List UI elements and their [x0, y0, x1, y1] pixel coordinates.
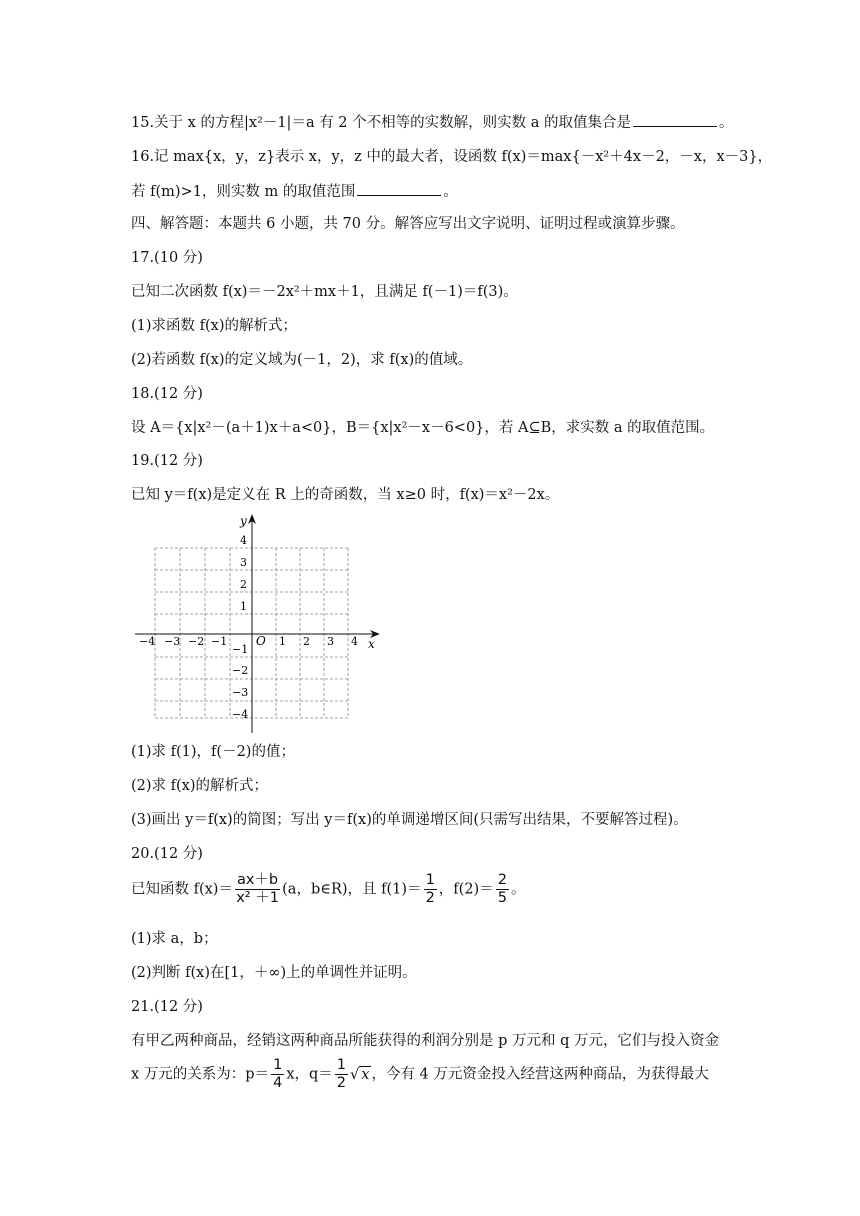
x-tick-label: 1: [279, 635, 286, 648]
x-tick-label: 3: [327, 635, 334, 648]
y-tick-label: −3: [232, 686, 249, 699]
x-axis-label: x: [368, 637, 375, 651]
y-tick-label: 4: [240, 534, 247, 547]
answer-blank-16: [357, 181, 441, 196]
question-17-part2: (2)若函数 f(x)的定义域为(－1，2)，求 f(x)的值域。: [131, 352, 473, 368]
y-tick-label: −2: [232, 664, 249, 677]
question-17-title: 17.(10 分): [131, 250, 203, 266]
question-19-part3: (3)画出 y＝f(x)的简图；写出 y＝f(x)的单调递增区间(只需写出结果，不要解答过程)。: [131, 812, 688, 828]
y-tick-label: 3: [240, 556, 247, 569]
x-tick-label: 2: [303, 635, 310, 648]
p-fraction: $\frac{1}{4}$: [273, 1057, 283, 1091]
f2-fraction: $\frac{2}{5}$: [497, 872, 507, 906]
question-17-part1: (1)求函数 f(x)的解析式；: [131, 318, 298, 334]
question-19-part1: (1)求 f(1)，f(－2)的值；: [131, 744, 295, 760]
x-tick-label: −3: [164, 635, 181, 648]
x-tick-label: −2: [188, 635, 205, 648]
y-tick-labels: [232, 534, 248, 721]
question-18-stem: 设 A＝{x|x²－(a＋1)x＋a<0}，B＝{x|x²－x－6<0}，若 A⊆B，求实数 a 的取值范围。: [131, 420, 715, 436]
question-15: 15.关于 x 的方程|x²－1|＝a 有 2 个不相等的实数解，则实数 a 的取值集合是 。: [131, 112, 734, 133]
y-tick-label: −1: [232, 643, 249, 656]
sqrt-x: √ x: [350, 1066, 370, 1083]
question-18-title: 18.(12 分): [131, 386, 203, 402]
question-19-stem: 已知 y＝f(x)是定义在 R 上的奇函数，当 x≥0 时，f(x)＝x²－2x。: [131, 487, 560, 503]
question-16-line2: 若 f(m)>1，则实数 m 的取值范围 。: [131, 181, 458, 202]
q-fraction: $\frac{1}{2}$: [336, 1057, 347, 1091]
question-20-stem: 已知函数 f(x)＝ $\frac{ax+b}{\text{x² ＋1}}$ (a，b∈R)，且 f(1)＝ $\frac{1}{2}$ ，f(2)＝ $\frac{2}{5}$ 。: [131, 872, 526, 906]
question-20-title: 20.(12 分): [131, 846, 203, 862]
question-19-title: 19.(12 分): [131, 453, 203, 469]
origin-label: O: [256, 634, 266, 648]
x-tick-label: −4: [139, 635, 156, 648]
question-16-line1: 16.记 max{x，y，z}表示 x，y，z 中的最大者，设函数 f(x)＝max{－x²＋4x－2，－x，x－3}，: [131, 149, 773, 165]
x-tick-label: −1: [211, 635, 228, 648]
y-tick-label: 1: [240, 600, 247, 613]
question-21-title: 21.(12 分): [131, 999, 203, 1015]
y-tick-label: −4: [232, 708, 249, 721]
question-20-part2: (2)判断 f(x)在[1，＋∞)上的单调性并证明。: [131, 965, 417, 981]
question-20-part1: (1)求 a，b；: [131, 931, 218, 947]
question-21-stem-line1: 有甲乙两种商品，经销这两种商品所能获得的利润分别是 p 万元和 q 万元，它们与投入资金: [131, 1033, 719, 1049]
coordinate-grid: [130, 508, 390, 738]
x-tick-label: 4: [351, 635, 358, 648]
x-tick-labels: [139, 635, 358, 648]
f1-fraction: $\frac{1}{2}$: [425, 872, 435, 906]
question-17-stem: 已知二次函数 f(x)＝－2x²＋mx＋1，且满足 f(－1)＝f(3)。: [131, 284, 518, 300]
answer-blank-15: [633, 112, 717, 127]
question-19-part2: (2)求 f(x)的解析式；: [131, 778, 269, 794]
y-tick-label: 2: [240, 578, 247, 591]
y-axis-label: y: [240, 514, 247, 528]
function-fraction: $\frac{ax+b}{\text{x² ＋1}}$: [236, 872, 279, 906]
section-4-heading: 四、解答题：本题共 6 小题，共 70 分。解答应写出文字说明、证明过程或演算步骤。: [131, 216, 685, 232]
question-21-stem-line2: x 万元的关系为：p＝ $\frac{1}{4}$ x，q＝ $\frac{1}{2}$ √ x ，今有 4 万元资金投入经营这两种商品，为获得最大: [131, 1057, 709, 1091]
